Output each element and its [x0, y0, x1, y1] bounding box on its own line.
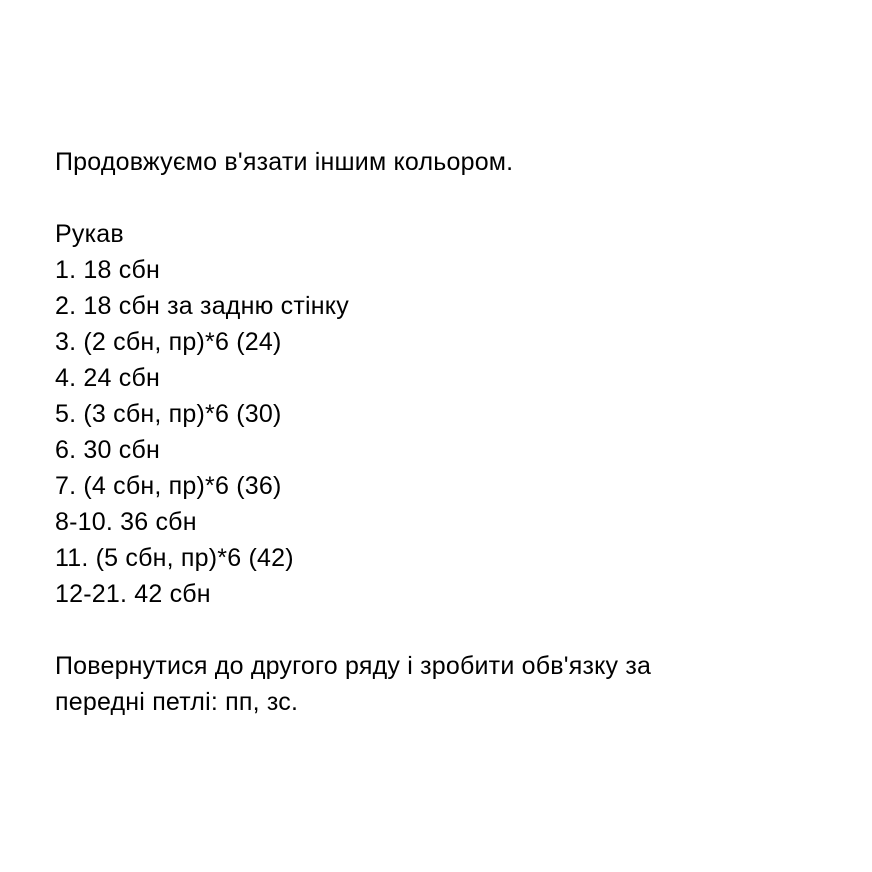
outro-line-2: передні петлі: пп, зс. — [55, 688, 299, 716]
note-text-block — [55, 144, 835, 720]
section-title: Рукав — [55, 220, 124, 248]
row-instruction: 11. (5 сбн, пр)*6 (42) — [55, 544, 294, 572]
intro-line: Продовжуємо в'язати іншим кольором. — [55, 148, 514, 176]
row-instruction: 6. 30 сбн — [55, 436, 160, 464]
row-instruction: 12-21. 42 сбн — [55, 580, 211, 608]
row-instruction: 4. 24 сбн — [55, 364, 160, 392]
row-instruction: 3. (2 сбн, пр)*6 (24) — [55, 328, 282, 356]
outro-line-1: Повернутися до другого ряду і зробити обв'язку за — [55, 652, 652, 680]
row-instruction: 1. 18 сбн — [55, 256, 160, 284]
row-instruction: 7. (4 сбн, пр)*6 (36) — [55, 472, 282, 500]
row-instruction: 5. (3 сбн, пр)*6 (30) — [55, 400, 282, 428]
row-instruction: 2. 18 сбн за задню стінку — [55, 292, 349, 320]
paragraph-gap — [55, 180, 835, 216]
row-instructions-list — [55, 252, 835, 612]
paragraph-gap — [55, 612, 835, 648]
row-instruction: 8-10. 36 сбн — [55, 508, 197, 536]
